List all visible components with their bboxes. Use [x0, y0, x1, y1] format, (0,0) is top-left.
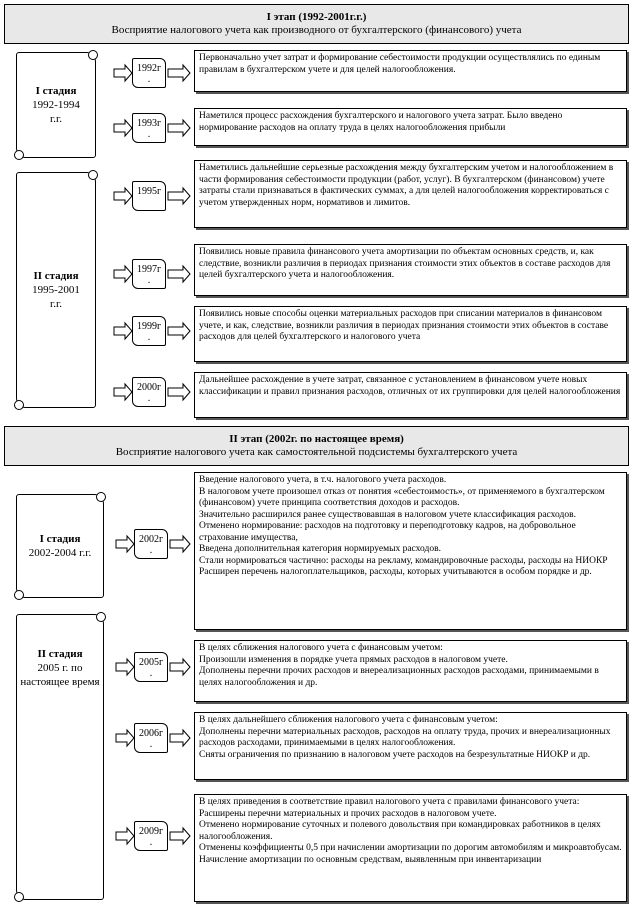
description-line: Дополнены перечни материальных расходов, расходов на оплату труда, прочих и внереализационных расходов расходами, принимаемыми в целях налогообложения. — [199, 726, 611, 748]
description-line: Значительно расширился ранее существовавшая в налоговом учете классификация расходов. — [199, 509, 576, 520]
description-box — [194, 372, 627, 418]
year-mark: . — [147, 74, 151, 85]
year-marker — [134, 529, 168, 559]
year-mark: . — [149, 545, 153, 556]
phase-suffix: г.г. — [49, 298, 63, 310]
year-marker — [132, 259, 166, 289]
year-mark: . — [147, 129, 151, 140]
year-label: 2000г — [136, 382, 162, 393]
year-marker — [132, 316, 166, 346]
description-line: Введение налогового учета, в т.ч. налогового учета расходов. — [199, 475, 447, 485]
phase-label: II стадия — [37, 648, 83, 660]
phase-label: I стадия — [39, 533, 81, 545]
description-line: Расширен перечень налогоплательщиков, расходы, которых учитываются в особом порядке и др. — [199, 567, 592, 577]
year-marker — [134, 821, 168, 851]
year-mark: . — [147, 332, 151, 343]
year-mark: . — [147, 275, 151, 286]
year-label: 1997г — [136, 264, 162, 275]
phase-period: 1995-2001 — [32, 284, 80, 296]
phase-label: II стадия — [33, 270, 79, 282]
year-marker — [132, 113, 166, 143]
phase-period: 2002-2004 г.г. — [28, 547, 92, 559]
phase-suffix: настоящее время — [20, 676, 100, 688]
year-label: 2002г — [138, 534, 164, 545]
description-line: Введена дополнительная категория нормируемых расходов. — [199, 544, 441, 554]
description-box — [194, 244, 627, 296]
description-line: Появились новые способы оценки материальных расходов при списании материалов в финансовом учете, и как, следствие, возникли различия в периодах признания стоимости этих объектов в составе расходов для целей бухгалтерского и налогового учета — [199, 309, 609, 342]
description-line: Расширены перечни материальных и прочих расходов в налоговом учете. — [199, 808, 497, 819]
stage2-title: II этап (2002г. по настоящее время) — [229, 433, 404, 445]
phase-period: 1992-1994 — [32, 99, 80, 111]
year-label: 1995г — [136, 186, 162, 197]
stage2-subtitle: Восприятие налогового учета как самостоятельной подсистемы бухгалтерского учета — [115, 446, 518, 458]
year-label: 1999г — [136, 321, 162, 332]
year-label: 1992г — [136, 63, 162, 74]
description-line: Начисление амортизации по основным средствам, выявленным при инвентаризации — [199, 854, 542, 865]
stage1-banner — [4, 4, 629, 44]
year-label: 2009г — [138, 826, 164, 837]
year-marker — [134, 652, 168, 682]
stage1-title: I этап (1992-2001г.г.) — [266, 11, 367, 23]
description-line: Стали нормироваться частично: расходы на рекламу, командировочные расходы, расходы на НИОКР — [199, 555, 608, 566]
description-box — [194, 472, 627, 630]
description-box — [194, 640, 627, 702]
year-marker — [132, 377, 166, 407]
year-label: 2005г — [138, 657, 164, 668]
description-box — [194, 160, 627, 228]
year-marker — [134, 723, 168, 753]
year-marker — [132, 181, 166, 211]
description-line: Отменены коэффициенты 0,5 при начислении амортизации по дорогим автомобилям и микроавтобусам. — [199, 843, 622, 853]
stage2-banner — [4, 426, 629, 466]
stage2-phase1-scroll — [16, 494, 104, 598]
year-mark: . — [149, 668, 153, 679]
year-label: 2006г — [138, 728, 164, 739]
description-line: В налоговом учете произошел отказ от понятия «себестоимость», от применяемого в бухгалтерском (финансовом) учете принципа соответствия доходов и расходов. — [199, 486, 605, 508]
description-line: В целях сближения налогового учета с финансовым учетом: — [199, 643, 443, 653]
description-line: В целях дальнейшего сближения налогового учета с финансовым учетом: — [199, 715, 498, 725]
year-marker — [132, 58, 166, 88]
description-line: Отменено нормирование суточных и полевого довольствия при командировках работников в целях налогообложения. — [199, 820, 601, 842]
description-line: Появились новые правила финансового учета амортизации по объектам основных средств, и, как следствие, возникли различия в периодах признания стоимости этих объектов в составе расходов для целей бухгалтерского учета и налогообложения. — [199, 247, 611, 280]
stage1-phase1-scroll — [16, 52, 96, 158]
year-mark: . — [149, 837, 153, 848]
year-label: 1993г — [136, 118, 162, 129]
stage2-phase2-scroll — [16, 614, 104, 900]
description-box — [194, 712, 627, 780]
description-box — [194, 794, 627, 902]
description-line: В целях приведения в соответствие правил налогового учета с правилами финансового учета: — [199, 797, 580, 807]
description-box — [194, 306, 627, 362]
stage1-subtitle: Восприятие налогового учета как производного от бухгалтерского (финансового) учета — [111, 24, 522, 36]
description-line: Первоначально учет затрат и формирование себестоимости продукции осуществлялись по единым правилам в бухгалтерском учете и для целей налогообложения. — [199, 53, 601, 75]
description-box — [194, 108, 627, 146]
year-mark: . — [149, 739, 153, 750]
description-line: Дополнены перечни прочих расходов и внереализационных расходов расходами, принимаемыми в целях налогообложения и др. — [199, 666, 599, 688]
phase-period: 2005 г. по — [37, 662, 83, 674]
stage1-phase2-scroll — [16, 172, 96, 408]
description-line: Отменено нормирование: расходов на подготовку и переподготовку кадров, на добровольное страхование имущества, — [199, 521, 576, 543]
description-line: Дальнейшее расхождение в учете затрат, связанное с установлением в финансовом учете новых классификации и правил признания расходов, отличных от их группировки для целей налогообложения — [199, 375, 621, 397]
description-line: Сняты ограничения по признанию в налоговом учете расходов на безрезультатные НИОКР и др. — [199, 749, 591, 760]
phase-suffix: г.г. — [49, 113, 63, 125]
phase-label: I стадия — [35, 85, 77, 97]
description-line: Наметился процесс расхождения бухгалтерского и налогового учета затрат. Было введено нормирование расходов на оплату труда в целях налогообложения прибыли — [199, 111, 563, 133]
year-mark: . — [147, 393, 151, 404]
description-line: Произошли изменения в порядке учета прямых расходов в налоговом учете. — [199, 654, 508, 665]
description-box — [194, 50, 627, 92]
description-line: Наметились дальнейшие серьезные расхождения между бухгалтерским учетом и налогообложением в части формирования себестоимости продукции (работ, услуг). В бухгалтерском (финансовом) учете затраты стали признаваться в фактических суммах, а для целей налогообложения корректироваться с учетом утвержденных норм, нормативов и лимитов. — [199, 163, 614, 208]
